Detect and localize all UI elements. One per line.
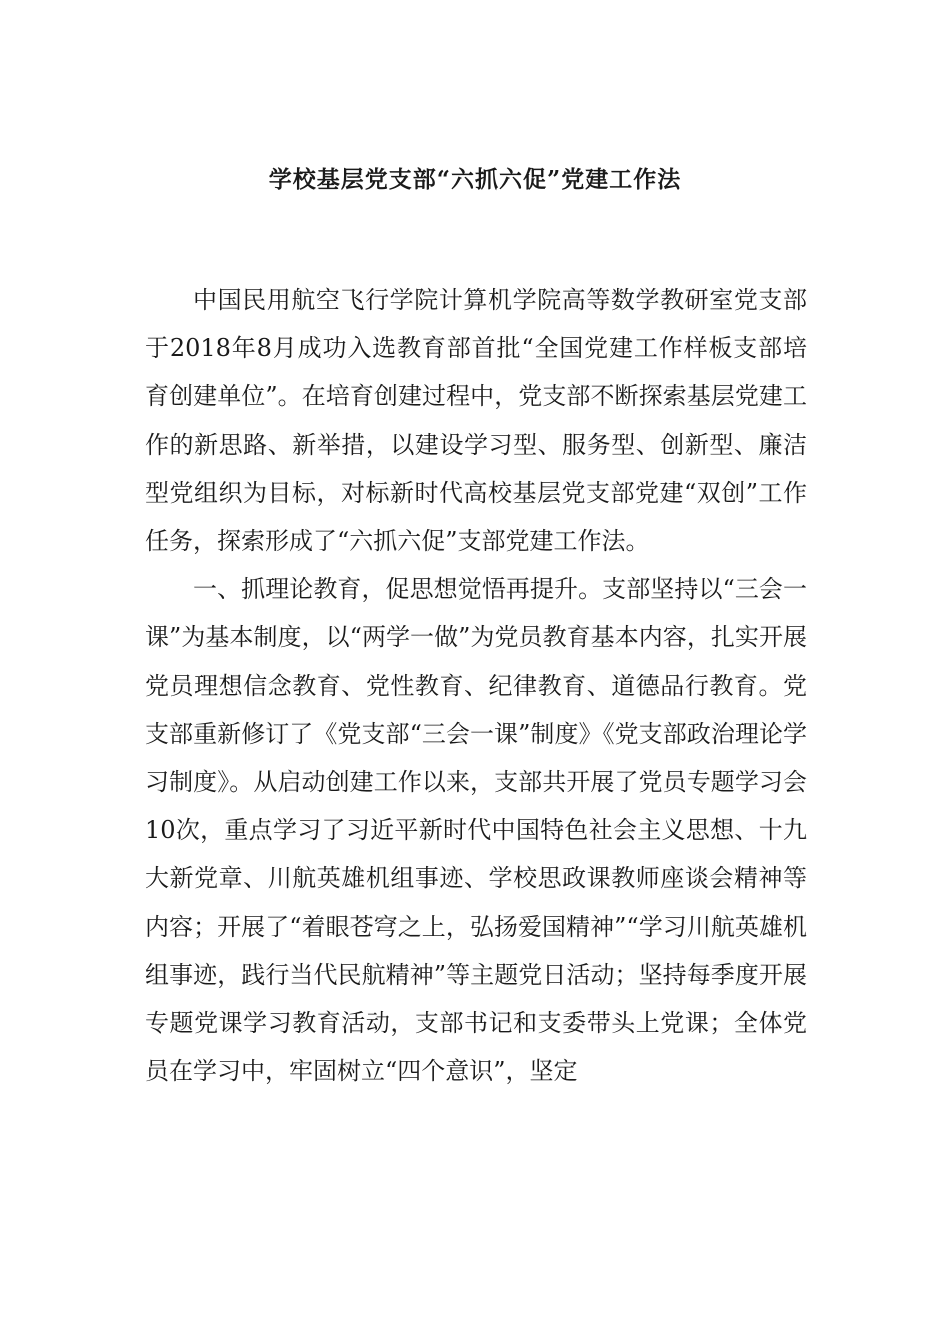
paragraph-section-1: 一、抓理论教育，促思想觉悟再提升。支部坚持以“三会一课”为基本制度，以“两学一做”为党员教育基本内容，扎实开展党员理想信念教育、党性教育、纪律教育、道德品行教育。党支部重新修订了《党支部“三会一课”制度》《党支部政治理论学习制度》。从启动创建工作以来，支部共开展了党员专题学习会10次，重点学习了习近平新时代中国特色社会主义思想、十九大新党章、川航英雄机组事迹、学校思政课教师座谈会精神等内容；开展了“着眼苍穹之上，弘扬爱国精神”“学习川航英雄机组事迹，践行当代民航精神”等主题党日活动；坚持每季度开展专题党课学习教育活动，支部书记和支委带头上党课；全体党员在学习中，牢固树立“四个意识”，坚定 <box>145 575 807 1086</box>
document-body <box>145 276 807 1095</box>
document-title: 学校基层党支部“六抓六促”党建工作法 <box>268 166 682 193</box>
paragraph-intro: 中国民用航空飞行学院计算机学院高等数学教研室党支部于2018年8月成功入选教育部首批“全国党建工作样板支部培育创建单位”。在培育创建过程中，党支部不断探索基层党建工作的新思路、新举措，以建设学习型、服务型、创新型、廉洁型党组织为目标，对标新时代高校基层党支部党建“双创”工作任务，探索形成了“六抓六促”支部党建工作法。 <box>145 286 807 556</box>
